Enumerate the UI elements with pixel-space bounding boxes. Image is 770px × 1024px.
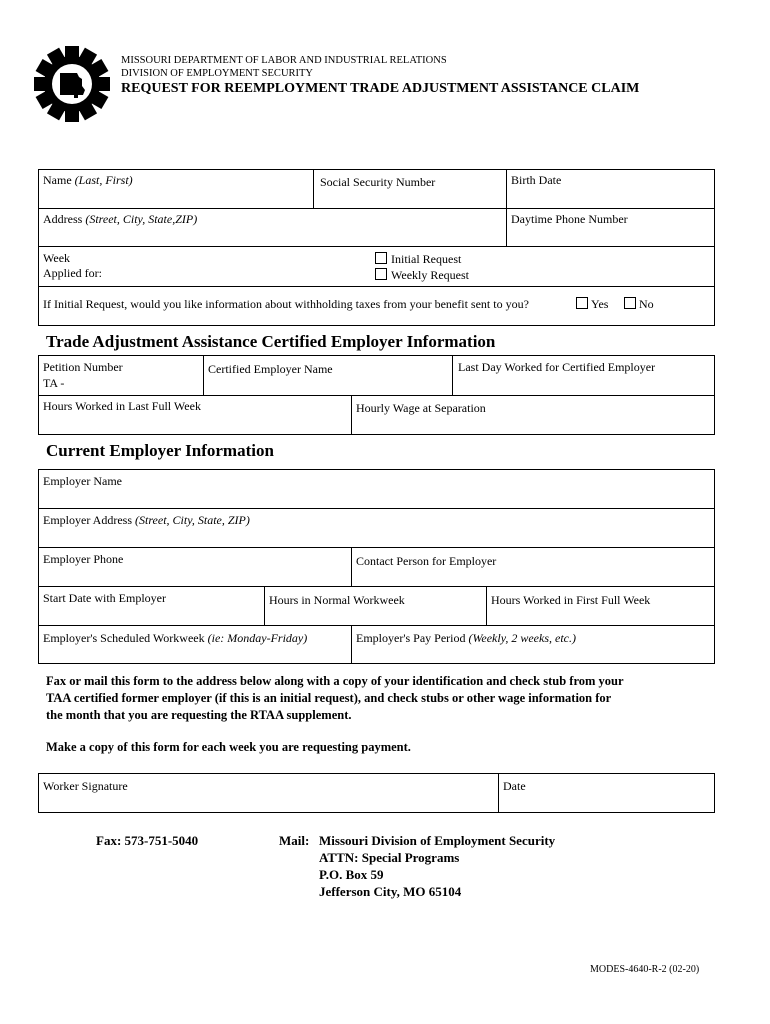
mail-label: Mail: [279, 833, 310, 848]
employer-address-field[interactable]: Employer Address (Street, City, State, ZIP) [43, 513, 250, 527]
pay-period-field[interactable]: Employer's Pay Period (Weekly, 2 weeks, etc.) [356, 631, 576, 645]
tax-yes-checkbox[interactable] [576, 297, 588, 309]
scheduled-workweek-field[interactable]: Employer's Scheduled Workweek (ie: Monday-Friday) [43, 631, 308, 645]
signature-date-field[interactable]: Date [503, 779, 526, 793]
first-week-hours-field[interactable]: Hours Worked in First Full Week [491, 593, 651, 607]
mail-address-line-4: Jefferson City, MO 65104 [319, 884, 462, 899]
tax-no-label: No [639, 297, 654, 311]
mail-address-line-3: P.O. Box 59 [319, 867, 384, 882]
applied-for-label[interactable]: Applied for: [43, 266, 102, 280]
instructions-line-2: TAA certified former employer (if this is an initial request), and check stubs or other wage information for [46, 691, 612, 705]
daytime-phone-field[interactable]: Daytime Phone Number [511, 212, 628, 226]
instructions-line-3: the month that you are requesting the RTAA supplement. [46, 708, 352, 722]
employer-name-field[interactable]: Employer Name [43, 474, 122, 488]
instructions-line-1: Fax or mail this form to the address below along with a copy of your identification and check stub from your [46, 674, 624, 688]
normal-workweek-hours-field[interactable]: Hours in Normal Workweek [269, 593, 405, 607]
contact-person-field[interactable]: Contact Person for Employer [356, 554, 497, 568]
division-line: DIVISION OF EMPLOYMENT SECURITY [121, 68, 314, 79]
form-title: REQUEST FOR REEMPLOYMENT TRADE ADJUSTMENT ASSISTANCE CLAIM [121, 81, 640, 96]
tax-question: If Initial Request, would you like information about withholding taxes from your benefit sent to you? [43, 297, 529, 311]
address-field[interactable]: Address (Street, City, State,ZIP) [43, 212, 198, 226]
form-code: MODES-4640-R-2 (02-20) [590, 964, 700, 975]
week-label: Week [43, 251, 71, 265]
hours-last-week-field[interactable]: Hours Worked in Last Full Week [43, 399, 201, 413]
weekly-request-label: Weekly Request [391, 268, 470, 282]
petition-number-label: Petition Number [43, 360, 123, 374]
initial-request-label: Initial Request [391, 252, 462, 266]
petition-number-field[interactable]: TA - [43, 376, 65, 390]
employer-phone-field[interactable]: Employer Phone [43, 552, 124, 566]
certified-employer-heading: Trade Adjustment Assistance Certified Employer Information [46, 332, 496, 351]
birth-date-field[interactable]: Birth Date [511, 173, 562, 187]
worker-signature-field[interactable]: Worker Signature [43, 779, 128, 793]
name-field[interactable]: Name (Last, First) [43, 173, 133, 187]
weekly-request-checkbox[interactable] [375, 268, 387, 280]
hourly-wage-field[interactable]: Hourly Wage at Separation [356, 401, 486, 415]
last-day-worked-field[interactable]: Last Day Worked for Certified Employer [458, 360, 656, 374]
fax-number: Fax: 573-751-5040 [96, 833, 199, 848]
initial-request-checkbox[interactable] [375, 252, 387, 264]
tax-no-checkbox[interactable] [624, 297, 636, 309]
signature-section [38, 773, 715, 813]
copy-note: Make a copy of this form for each week you are requesting payment. [46, 740, 411, 754]
missouri-gear-logo-icon [34, 46, 110, 122]
tax-yes-label: Yes [591, 297, 609, 311]
mail-address-line-1: Missouri Division of Employment Security [319, 833, 556, 848]
start-date-field[interactable]: Start Date with Employer [43, 591, 166, 605]
current-employer-heading: Current Employer Information [46, 441, 274, 460]
certified-employer-name-field[interactable]: Certified Employer Name [208, 362, 333, 376]
department-line: MISSOURI DEPARTMENT OF LABOR AND INDUSTRIAL RELATIONS [121, 55, 447, 66]
ssn-field[interactable]: Social Security Number [320, 175, 436, 189]
mail-address-line-2: ATTN: Special Programs [319, 850, 460, 865]
